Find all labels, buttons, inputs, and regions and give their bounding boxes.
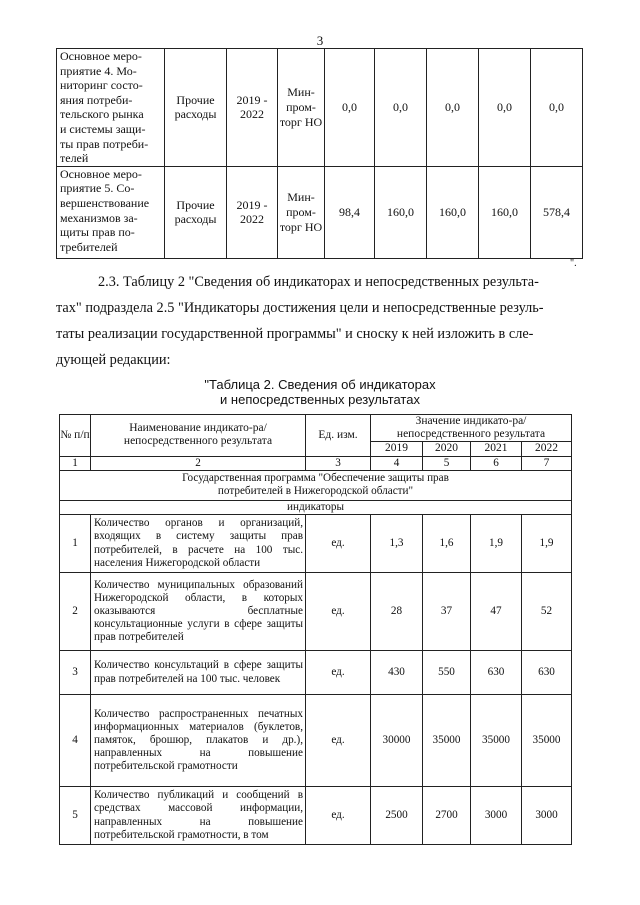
value-cell: 430 <box>371 651 423 695</box>
column-number: 6 <box>471 456 522 470</box>
row-unit: ед. <box>306 695 371 787</box>
executor: Мин-пром-торг НО <box>278 166 325 258</box>
column-number: 4 <box>371 456 423 470</box>
value-cell: 0,0 <box>427 49 479 167</box>
column-number: 1 <box>60 456 91 470</box>
value-cell: 0,0 <box>375 49 427 167</box>
header-name: Наименование индикато-ра/непосредственного результата <box>91 415 306 457</box>
value-cell: 2700 <box>423 787 471 845</box>
row-num: 2 <box>60 573 91 651</box>
paragraph-line: таты реализации государственной программы" и сноску к ней изложить в сле- <box>56 326 534 342</box>
value-cell: 1,6 <box>423 515 471 573</box>
row-unit: ед. <box>306 787 371 845</box>
executor: Мин-пром-торг НО <box>278 49 325 167</box>
value-cell: 47 <box>471 573 522 651</box>
table2-title: "Таблица 2. Сведения об индикаторах и непосредственных результатах <box>204 377 436 407</box>
row-unit: ед. <box>306 573 371 651</box>
value-cell: 0,0 <box>325 49 375 167</box>
value-cell: 35000 <box>522 695 572 787</box>
column-number: 3 <box>306 456 371 470</box>
table-row <box>60 651 572 695</box>
header-year: 2019 <box>371 442 423 456</box>
section-label: индикаторы <box>60 500 572 514</box>
column-number: 2 <box>91 456 306 470</box>
value-cell: 37 <box>423 573 471 651</box>
column-numbers-row <box>60 456 572 470</box>
value-cell: 160,0 <box>479 166 531 258</box>
value-cell: 1,9 <box>471 515 522 573</box>
column-number: 5 <box>423 456 471 470</box>
header-value-group: Значение индикато-ра/непосредственного результата <box>371 415 572 442</box>
indicators-table <box>59 414 572 845</box>
paragraph-line: 2.3. Таблицу 2 "Сведения об индикаторах и непосредственных результа- <box>98 274 539 290</box>
page-number: 3 <box>316 33 324 48</box>
expense-type: Прочие расходы <box>165 49 227 167</box>
row-num: 3 <box>60 651 91 695</box>
amendment-paragraph <box>56 269 582 373</box>
header-num: № п/п <box>60 415 91 457</box>
activity-name: Основное меро- приятие 5. Со- вершенствование механизмов за- щиты прав по- требителей <box>57 166 165 258</box>
table-row <box>57 49 583 167</box>
row-unit: ед. <box>306 515 371 573</box>
value-cell: 28 <box>371 573 423 651</box>
value-cell: 160,0 <box>427 166 479 258</box>
value-cell: 630 <box>471 651 522 695</box>
value-cell: 3000 <box>471 787 522 845</box>
indicator-name: Количество органов и организаций, входящих в систему защиты прав потребителей, в расчете на 100 тыс. населения Нижегородской области <box>91 515 306 573</box>
value-cell: 630 <box>522 651 572 695</box>
indicator-name: Количество муниципальных образований Нижегородской области, в которых оказываются бесплатные консультационные услуги в сфере защиты прав потребителей <box>91 573 306 651</box>
value-cell: 1,3 <box>371 515 423 573</box>
value-cell: 3000 <box>522 787 572 845</box>
period: 2019 - 2022 <box>227 166 278 258</box>
header-unit: Ед. изм. <box>306 415 371 457</box>
row-unit: ед. <box>306 651 371 695</box>
indicator-name: Количество консультаций в сфере защиты прав потребителей на 100 тыс. человек <box>91 651 306 695</box>
value-cell: 578,4 <box>531 166 583 258</box>
value-cell: 0,0 <box>531 49 583 167</box>
value-cell: 52 <box>522 573 572 651</box>
value-cell: 35000 <box>471 695 522 787</box>
indicator-name: Количество распространенных печатных информационных материалов (буклетов, памяток, брошюр, плакатов и др.), направленных на повышение потребительской грамотности <box>91 695 306 787</box>
expense-type: Прочие расходы <box>165 166 227 258</box>
row-num: 1 <box>60 515 91 573</box>
table-row <box>60 573 572 651</box>
value-cell: 0,0 <box>479 49 531 167</box>
table-row <box>60 515 572 573</box>
header-year: 2021 <box>471 442 522 456</box>
activity-name: Основное меро- приятие 4. Мо- ниторинг состо- яния потреби- тельского рынка и системы защи- ты прав потреби- телей <box>57 49 165 167</box>
program-title: Государственная программа "Обеспечение защиты прав потребителей в Нижегородской области" <box>60 470 572 500</box>
value-cell: 2500 <box>371 787 423 845</box>
row-num: 4 <box>60 695 91 787</box>
table-row <box>60 695 572 787</box>
period: 2019 - 2022 <box>227 49 278 167</box>
value-cell: 1,9 <box>522 515 572 573</box>
closing-quote: ". <box>570 258 577 269</box>
value-cell: 160,0 <box>375 166 427 258</box>
value-cell: 550 <box>423 651 471 695</box>
value-cell: 30000 <box>371 695 423 787</box>
value-cell: 35000 <box>423 695 471 787</box>
header-year: 2020 <box>423 442 471 456</box>
paragraph-line: тах" подраздела 2.5 "Индикаторы достижения цели и непосредственные резуль- <box>56 300 544 316</box>
paragraph-line: дующей редакции: <box>56 352 171 368</box>
header-year: 2022 <box>522 442 572 456</box>
row-num: 5 <box>60 787 91 845</box>
column-number: 7 <box>522 456 572 470</box>
table-row <box>57 166 583 258</box>
table-row <box>60 787 572 845</box>
value-cell: 98,4 <box>325 166 375 258</box>
activities-table <box>56 48 583 259</box>
indicator-name: Количество публикаций и сообщений в средствах массовой информации, направленных на повышение потребительской грамотности, в том <box>91 787 306 845</box>
